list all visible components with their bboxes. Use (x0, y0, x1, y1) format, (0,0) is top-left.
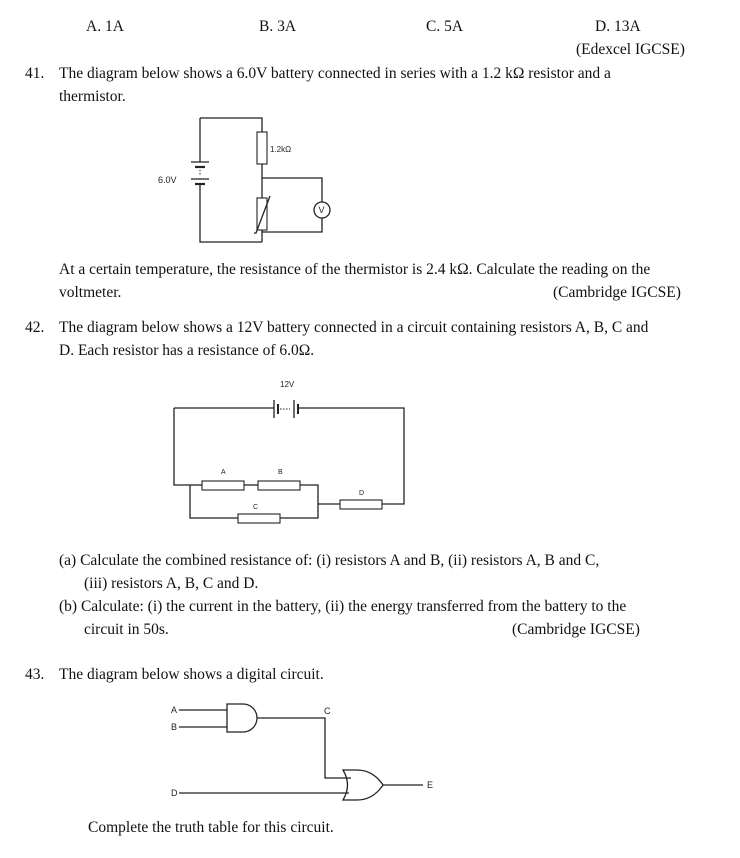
q43-line1: The diagram below shows a digital circuit. (59, 666, 324, 683)
q42-part-b-line1: (b) Calculate: (i) the current in the battery, (ii) the energy transferred from the battery to the (59, 598, 627, 615)
output-c-label: C (324, 706, 331, 716)
output-e-label: E (427, 780, 434, 790)
q43-logic-diagram (165, 698, 445, 808)
q41-line1: The diagram below shows a 6.0V battery connected in series with a 1.2 kΩ resistor and a (59, 65, 611, 82)
voltmeter-label: V (318, 205, 325, 215)
resistor-c (238, 514, 280, 523)
q41-source: (Cambridge IGCSE) (553, 284, 681, 301)
or-gate (343, 770, 383, 800)
input-b-label: B (171, 722, 178, 732)
input-a-label: A (171, 705, 178, 715)
input-d-label: D (171, 788, 178, 798)
label-a: A (221, 469, 226, 476)
q41-line2: thermistor. (59, 88, 126, 105)
q42-line2: D. Each resistor has a resistance of 6.0Ω. (59, 342, 315, 359)
q42-line1: The diagram below shows a 12V battery connected in a circuit containing resistors A, B, C and (59, 319, 649, 336)
label-b: B (278, 469, 283, 476)
option-d: D. 13A (595, 18, 641, 35)
resistor-a (202, 481, 244, 490)
q42-circuit-diagram (170, 378, 410, 538)
resistor-label: 1.2kΩ (270, 145, 292, 154)
resistor-b (258, 481, 300, 490)
q41-number: 41. (25, 65, 45, 82)
q42-part-a-line2: (iii) resistors A, B, C and D. (84, 575, 259, 592)
resistor-d (340, 500, 382, 509)
q41-body-line2: voltmeter. (59, 284, 122, 301)
option-c: C. 5A (426, 18, 464, 35)
and-gate (227, 704, 257, 732)
q43-body: Complete the truth table for this circuit. (88, 819, 334, 836)
label-c: C (253, 504, 259, 511)
option-b: B. 3A (259, 18, 297, 35)
q41-circuit-diagram (150, 112, 350, 252)
battery-label: 6.0V (158, 175, 177, 185)
label-d: D (359, 490, 365, 497)
q43-number: 43. (25, 666, 45, 683)
q42-source: (Cambridge IGCSE) (512, 621, 640, 638)
q42-part-a-line1: (a) Calculate the combined resistance of: (i) resistors A and B, (ii) resistors A, B and C, (59, 552, 600, 569)
q40-source: (Edexcel IGCSE) (576, 41, 685, 58)
option-a: A. 1A (86, 18, 124, 35)
resistor-symbol (257, 132, 267, 164)
q42-part-b-line2: circuit in 50s. (84, 621, 169, 638)
q42-number: 42. (25, 319, 45, 336)
q41-body-line1: At a certain temperature, the resistance of the thermistor is 2.4 kΩ. Calculate the reading on the (59, 261, 651, 278)
battery-label: 12V (280, 380, 295, 389)
